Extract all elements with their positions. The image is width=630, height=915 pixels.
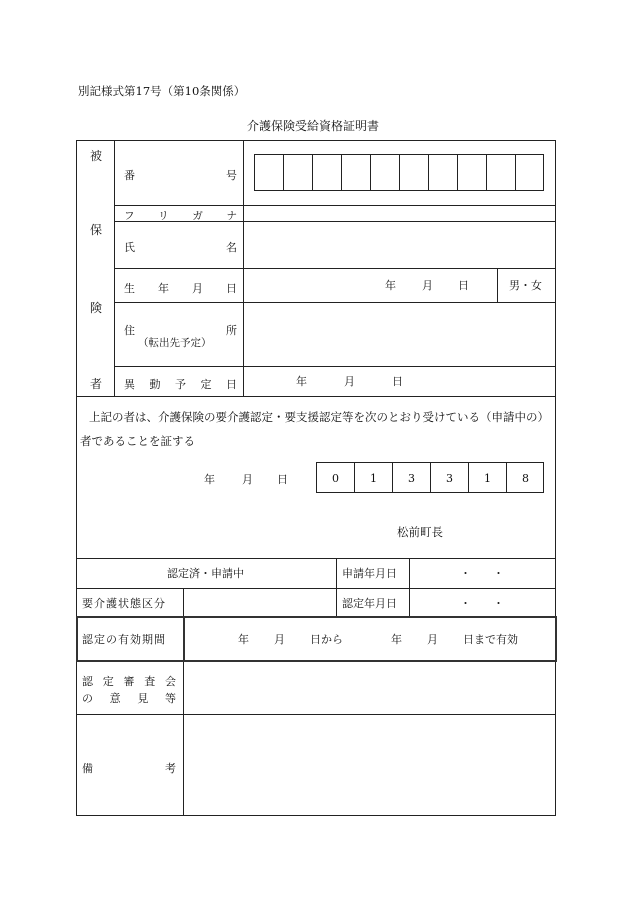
address-note: （転出先予定） bbox=[138, 337, 212, 349]
side-label-char: 者 bbox=[90, 377, 103, 391]
sex-choice[interactable]: 男・女 bbox=[509, 279, 542, 292]
cert-year-unit: 年 bbox=[204, 473, 215, 486]
document-title: 介護保険受給資格証明書 bbox=[247, 119, 380, 133]
birthdate-day-unit: 日 bbox=[458, 279, 469, 292]
application-date-value[interactable]: ・ ・ bbox=[460, 567, 504, 580]
remarks-label: 備 考 bbox=[82, 762, 176, 775]
recognized-or-pending[interactable]: 認定済・申請中 bbox=[167, 567, 244, 580]
move-month-unit: 月 bbox=[344, 375, 355, 388]
certification-statement-line1: 上記の者は、介護保険の要介護認定・要支援認定等を次のとおり受けている（申請中の） bbox=[89, 410, 549, 424]
side-label-char: 被 bbox=[90, 149, 103, 163]
insurer-digit: 3 bbox=[408, 472, 415, 485]
address-label: 住 所 bbox=[124, 324, 237, 337]
insurer-number-boxes bbox=[316, 462, 544, 493]
move-year-unit: 年 bbox=[296, 375, 307, 388]
validity-from-day: 日から bbox=[310, 633, 343, 646]
number-label: 番 号 bbox=[124, 169, 237, 182]
side-label-char: 険 bbox=[90, 301, 103, 315]
review-board-opinion-label-line1: 認 定 審 査 会 bbox=[82, 675, 176, 688]
furigana-label: フ リ ガ ナ bbox=[124, 210, 237, 222]
cert-day-unit: 日 bbox=[277, 473, 288, 486]
birthdate-month-unit: 月 bbox=[422, 279, 433, 292]
application-date-label: 申請年月日 bbox=[342, 567, 397, 580]
validity-to-year: 年 bbox=[391, 633, 402, 646]
recognition-date-value[interactable]: ・ ・ bbox=[460, 597, 504, 610]
form-number: 別記様式第17号（第10条関係） bbox=[78, 84, 246, 98]
validity-label: 認定の有効期間 bbox=[82, 633, 166, 646]
review-board-opinion-label-line2: の 意 見 等 bbox=[82, 692, 176, 705]
certification-statement-line2: 者であることを証する bbox=[80, 434, 195, 448]
validity-to-day: 日まで有効 bbox=[463, 633, 518, 646]
recognition-date-label: 認定年月日 bbox=[342, 597, 397, 610]
side-label-char: 保 bbox=[90, 223, 103, 237]
move-day-unit: 日 bbox=[392, 375, 403, 388]
birthdate-label: 生 年 月 日 bbox=[124, 282, 237, 295]
insurer-digit: 3 bbox=[446, 472, 453, 485]
insured-number-boxes[interactable] bbox=[254, 154, 544, 191]
validity-from-year: 年 bbox=[238, 633, 249, 646]
care-level-label: 要介護状態区分 bbox=[82, 597, 166, 610]
validity-to-month: 月 bbox=[427, 633, 438, 646]
insurer-digit: 1 bbox=[370, 472, 377, 485]
birthdate-year-unit: 年 bbox=[385, 279, 396, 292]
insurer-digit: 0 bbox=[332, 472, 339, 485]
name-label: 氏 名 bbox=[124, 241, 237, 254]
issuer-name: 松前町長 bbox=[397, 525, 443, 539]
validity-from-month: 月 bbox=[274, 633, 285, 646]
insurer-digit: 8 bbox=[522, 472, 529, 485]
insurer-digit: 1 bbox=[484, 472, 491, 485]
cert-month-unit: 月 bbox=[242, 473, 253, 486]
move-date-label: 異 動 予 定 日 bbox=[124, 378, 237, 391]
